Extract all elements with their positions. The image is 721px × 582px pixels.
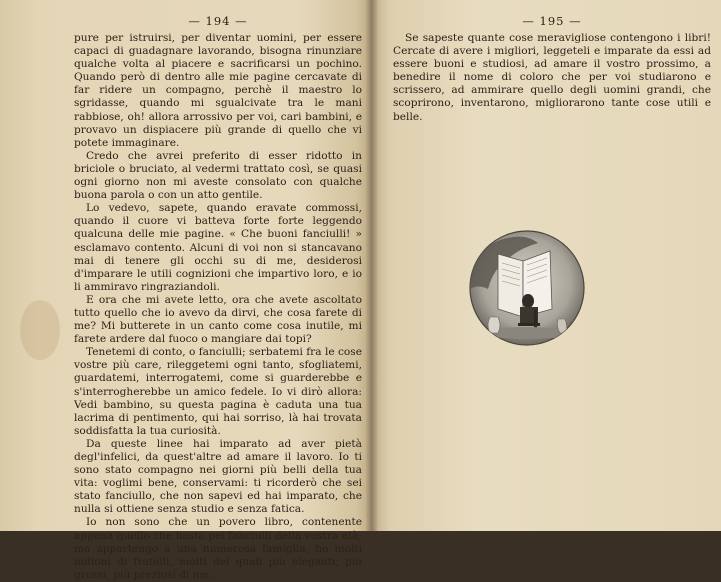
paragraph: Io non sono che un povero libro, contenente appena quello che basta pei fanciulli della vostra età; ma appartengo a una numerosa famiglia, ho molti milioni di fratelli, molti dei quali più eleganti, più grossi, più preziosi di me. <box>74 516 362 581</box>
left-page-text <box>74 32 362 582</box>
paragraph: Credo che avrei preferito di esser ridotto in briciole o bruciato, al vedermi trattato così, se quasi ogni giorno non mi aveste consolato con qualche buona parola o con un atto gentile. <box>74 149 362 202</box>
page-number-right: — 195 — <box>522 14 582 28</box>
paragraph: Tenetemi di conto, o fanciulli; serbatemi fra le cose vostre più care, rileggetemi ogni tanto, sfogliatemi, guardatemi, interrogatemi, come si guarderebbe e s'interrogherebbe un amico fedele. Io vi dirò allora: Vedi bambino, su questa pagina è caduta una tua lacrima di pentimento, qui hai sorriso, là hai trovata soddisfatta la tua curiosità. <box>74 346 362 437</box>
paragraph: E ora che mi avete letto, ora che avete ascoltato tutto quello che io avevo da dirvi, che cosa farete di me? Mi butterete in un canto come cosa inutile, mi farete ardere dal fuoco o mangiare dai topi? <box>74 293 362 346</box>
paragraph: Lo vedevo, sapete, quando eravate commossi, quando il cuore vi batteva forte forte leggendo qualcuna delle mie pagine. « Che buoni fanciulli! » esclamavo contento. Alcuni di voi non si stancavano mai di tenere gli occhi su di me, desiderosi d'imparare le utili cognizioni che impartivo loro, e io li ammiravo ringraziandoli. <box>74 202 362 293</box>
page-number-left: — 194 — <box>188 14 248 28</box>
round-vignette-illustration <box>468 229 586 347</box>
paragraph: pure per istruirsi, per diventar uomini, per essere capaci di guadagnare lavorando, bisogna rinunziare qualche volta al piacere e sacrificarsi un pochino. Quando però di dentro alle mie pagine cercavate di far ridere un compagno, perchè il maestro lo sgridasse, quando mi sgualcivate tra le mani rabbiose, oh! allora arrossivo per voi, cari bambini, e provavo un dispiacere più grande di quello che vi potete immaginare. <box>74 32 362 149</box>
right-page <box>372 0 721 531</box>
right-page-text <box>393 32 711 124</box>
paragraph: Da queste linee hai imparato ad aver pietà degl'infelici, da quest'altre ad amare il lavoro. Io ti sono stato compagno nei giorni più belli della tua vita: voglimi bene, conservami: ti ricorderò che sei stato fanciullo, che non sapevi ed hai imparato, che nulla si ottiene senza studio e senza fatica. <box>74 437 362 516</box>
paragraph: Se sapeste quante cose meravigliose contengono i libri! Cercate di avere i migliori, leggeteli e imparate da essi ad essere buoni e studiosi, ad amare il vostro prossimo, a benedire il nome di coloro che per voi studiarono e scrissero, ad ammirare quello degli uomini grandi, che scoprirono, inventarono, migliorarono tante cose utili e belle. <box>393 32 711 123</box>
book-gutter <box>366 0 378 531</box>
paper-stain <box>20 300 60 360</box>
